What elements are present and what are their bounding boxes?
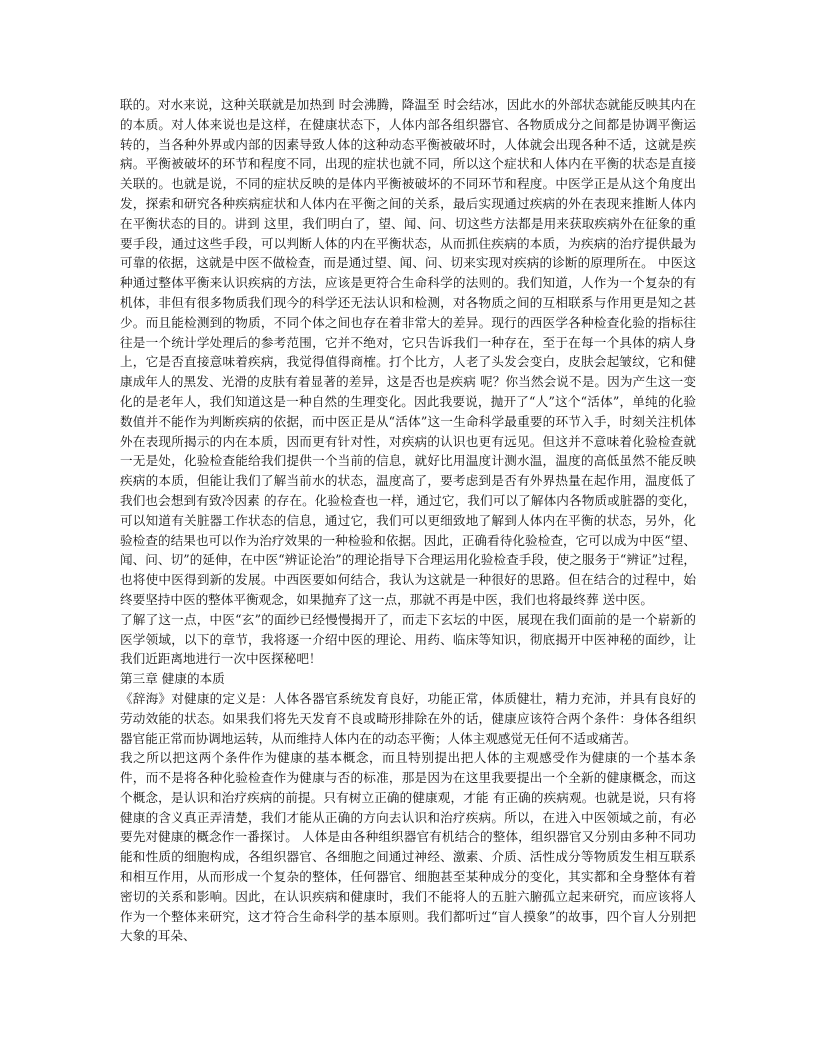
chapter-heading: 第三章 健康的本质 bbox=[120, 671, 225, 687]
body-paragraph-4: 我之所以把这两个条件作为健康的基本概念，而且特别提出把人体的主观感受作为健康的一个基本条件，而不是将各种化验检查作为健康与否的标准，那是因为在这里我要提出一个全新的健康概念，而这个概念，是认识和治疗疾病的前提。只有树立正确的健康观，才能 有正确的疾病观。也就是说，只有将健康的含义真正弄清楚，我们才能从正确的方向去认识和治疗疾病。所以，在进入中医领域之前，有必要先对健康的概念作一番探讨。 人体是由各种组织器官有机结合的整体，组织器官又分别由多种不同功能和性质的细胞构成，各组织器官、各细胞之间通过神经、激素、介质、活性成分等物质发生相互联系和相互作用，从而形成一个复杂的整体，任何器官、细胞甚至某种成分的变化，其实都和全身整体有着密切的关系和影响。因此，在认识疾病和健康时，我们不能将人的五脏六腑孤立起来研究，而应该将人作为一个整体来研究，这才符合生命科学的基本原则。我们都听过“盲人摸象”的故事，四个盲人分别把大象的耳朵、 bbox=[120, 750, 696, 944]
body-paragraph-2: 了解了这一点，中医“玄”的面纱已经慢慢揭开了，而走下玄坛的中医，展现在我们面前的是一个崭新的医学领域，以下的章节，我将逐一介绍中医的理论、用药、临床等知识，彻底揭开中医神秘的面纱，让我们近距离地进行一次中医探秘吧！ bbox=[120, 611, 696, 667]
body-paragraph-1: 联的。对水来说，这种关联就是加热到 时会沸腾，降温至 时会结冰，因此水的外部状态就能反映其内在的本质。对人体来说也是这样，在健康状态下，人体内部各组织器官、各物质成分之间都是协调平衡运转的，当各种外界或内部的因素导致人体的这种动态平衡被破坏时，人体就会出现各种不适，这就是疾病。平衡被破坏的环节和程度不同，出现的症状也就不同，所以这个症状和人体内在平衡的状态是直接关联的。也就是说，不同的症状反映的是体内平衡被破坏的不同环节和程度。中医学正是从这个角度出发，探索和研究各种疾病症状和人体内在平衡之间的关系，最后实现通过疾病的外在表现来推断人体内在平衡状态的目的。讲到 这里，我们明白了，望、闻、问、切这些方法都是用来获取疾病外在征象的重要手段，通过这些手段，可以判断人体的内在平衡状态，从而抓住疾病的本质，为疾病的治疗提供最为可靠的依据，这就是中医不做检查，而是通过望、闻、问、切来实现对疾病的诊断的原理所在。 中医这种通过整体平衡来认识疾病的方法，应该是更符合生命科学的法则的。我们知道，人作为一个复杂的有机体，非但有很多物质我们现今的科学还无法认识和检测，对各物质之间的互相联系与作用更是知之甚少。而且能检测到的物质，不同个体之间也存在着非常大的差异。现行的西医学各种检查化验的指标往往是一个统计学处理后的参考范围，它并不绝对，它只告诉我们一种存在，至于在每一个具体的病人身上，它是否直接意味着疾病，我觉得值得商榷。打个比方，人老了头发会变白，皮肤会起皱纹，它和健康成年人的黑发、光滑的皮肤有着显著的差异，这是否也是疾病 呢？你当然会说不是。因为产生这一变化的是老年人，我们知道这是一种自然的生理变化。因此我要说，抛开了“人”这个“活体”，单纯的化验数值并不能作为判断疾病的依据，而中医正是从“活体”这一生命科学最重要的环节入手，时刻关注机体外在表现所揭示的内在本质，因而更有针对性，对疾病的认识也更有远见。但这并不意味着化验检查就一无是处，化验检查能给我们提供一个当前的信息，就好比用温度计测水温，温度的高低虽然不能反映疾病的本质，但能让我们了解当前水的状态，温度高了，要考虑到是否有外界热量在起作用，温度低了我们也会想到有致冷因素 的存在。化验检查也一样，通过它，我们可以了解体内各物质或脏器的变化，可以知道有关脏器工作状态的信息，通过它，我们可以更细致地了解到人体内在平衡的状态，另外，化验检查的结果也可以作为治疗效果的一种检验和依据。因此，正确看待化验检查，它可以成为中医“望、闻、问、切”的延伸，在中医“辨证论治”的理论指导下合理运用化验检查手段，使之服务于“辨证”过程，也将使中医得到新的发展。中西医要如何结合，我认为这就是一种很好的思路。但在结合的过程中，始终要坚持中医的整体平衡观念，如果抛弃了这一点，那就不再是中医，我们也将最终葬 送中医。 bbox=[120, 97, 696, 607]
body-paragraph-3: 《辞海》对健康的定义是：人体各器官系统发育良好，功能正常，体质健壮，精力充沛，并具有良好的劳动效能的状态。如果我们将先天发育不良或畸形排除在外的话，健康应该符合两个条件：身体各组织器官能正常而协调地运转，从而维持人体内在的动态平衡；人体主观感觉无任何不适或痛苦。 bbox=[120, 690, 696, 746]
document-page bbox=[120, 95, 696, 946]
